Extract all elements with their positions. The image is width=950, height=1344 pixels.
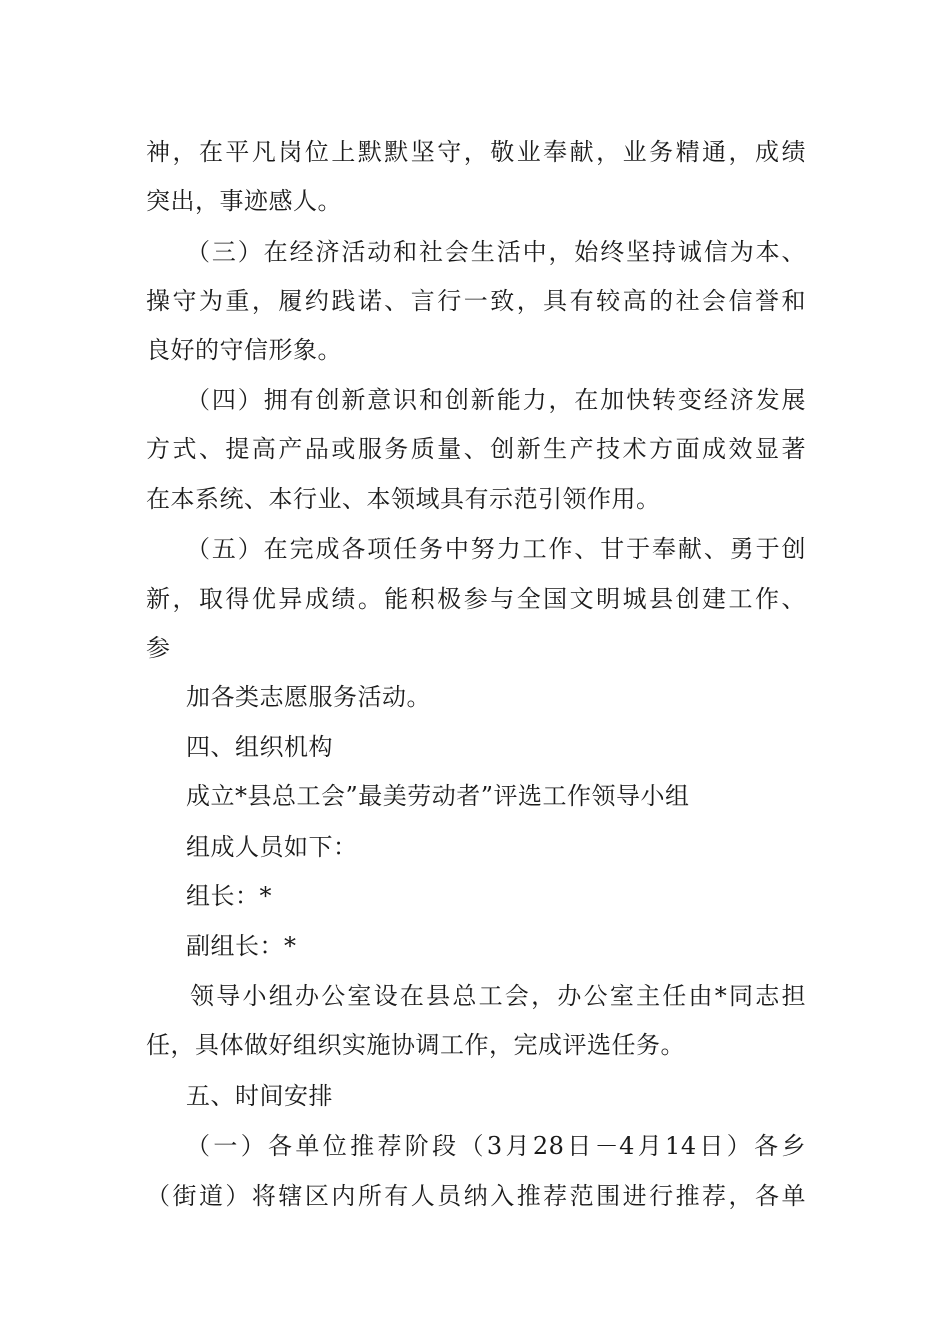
paragraph-line: 操守为重，履约践诺、言行一致，具有较高的社会信誉和 (146, 287, 806, 315)
paragraph-line: 加各类志愿服务活动。 (186, 683, 431, 711)
paragraph-line: 方式、提高产品或服务质量、创新生产技术方面成效显著 (146, 435, 806, 463)
paragraph-line: 新，取得优异成绩。能积极参与全国文明城县创建工作、 (146, 585, 806, 613)
paragraph-line: （三）在经济活动和社会生活中，始终坚持诚信为本、 (186, 238, 806, 266)
paragraph-line: （四）拥有创新意识和创新能力，在加快转变经济发展 (186, 386, 806, 414)
paragraph-line: 领导小组办公室设在县总工会，办公室主任由*同志担 (190, 982, 806, 1010)
paragraph-line: 良好的守信形象。 (146, 336, 342, 364)
paragraph-line: 任，具体做好组织实施协调工作，完成评选任务。 (146, 1031, 685, 1059)
paragraph-line: 突出，事迹感人。 (146, 187, 342, 215)
paragraph-line: 神，在平凡岗位上默默坚守，敬业奉献，业务精通，成绩 (146, 138, 806, 166)
paragraph-line: （一）各单位推荐阶段（3月28日－4月14日）各乡 (186, 1132, 806, 1160)
section-heading: 五、时间安排 (186, 1082, 333, 1110)
paragraph-line: 组长：* (186, 882, 272, 910)
paragraph-line: （五）在完成各项任务中努力工作、甘于奉献、勇于创 (186, 535, 806, 563)
paragraph-line: 组成人员如下： (186, 833, 358, 861)
paragraph-line: 副组长：* (186, 932, 297, 960)
paragraph-line: （街道）将辖区内所有人员纳入推荐范围进行推荐，各单 (146, 1182, 806, 1210)
paragraph-line: 参 (146, 634, 171, 662)
section-heading: 四、组织机构 (186, 733, 333, 761)
paragraph-line: 成立*县总工会”最美劳动者”评选工作领导小组 (186, 782, 690, 810)
paragraph-line: 在本系统、本行业、本领域具有示范引领作用。 (146, 485, 661, 513)
